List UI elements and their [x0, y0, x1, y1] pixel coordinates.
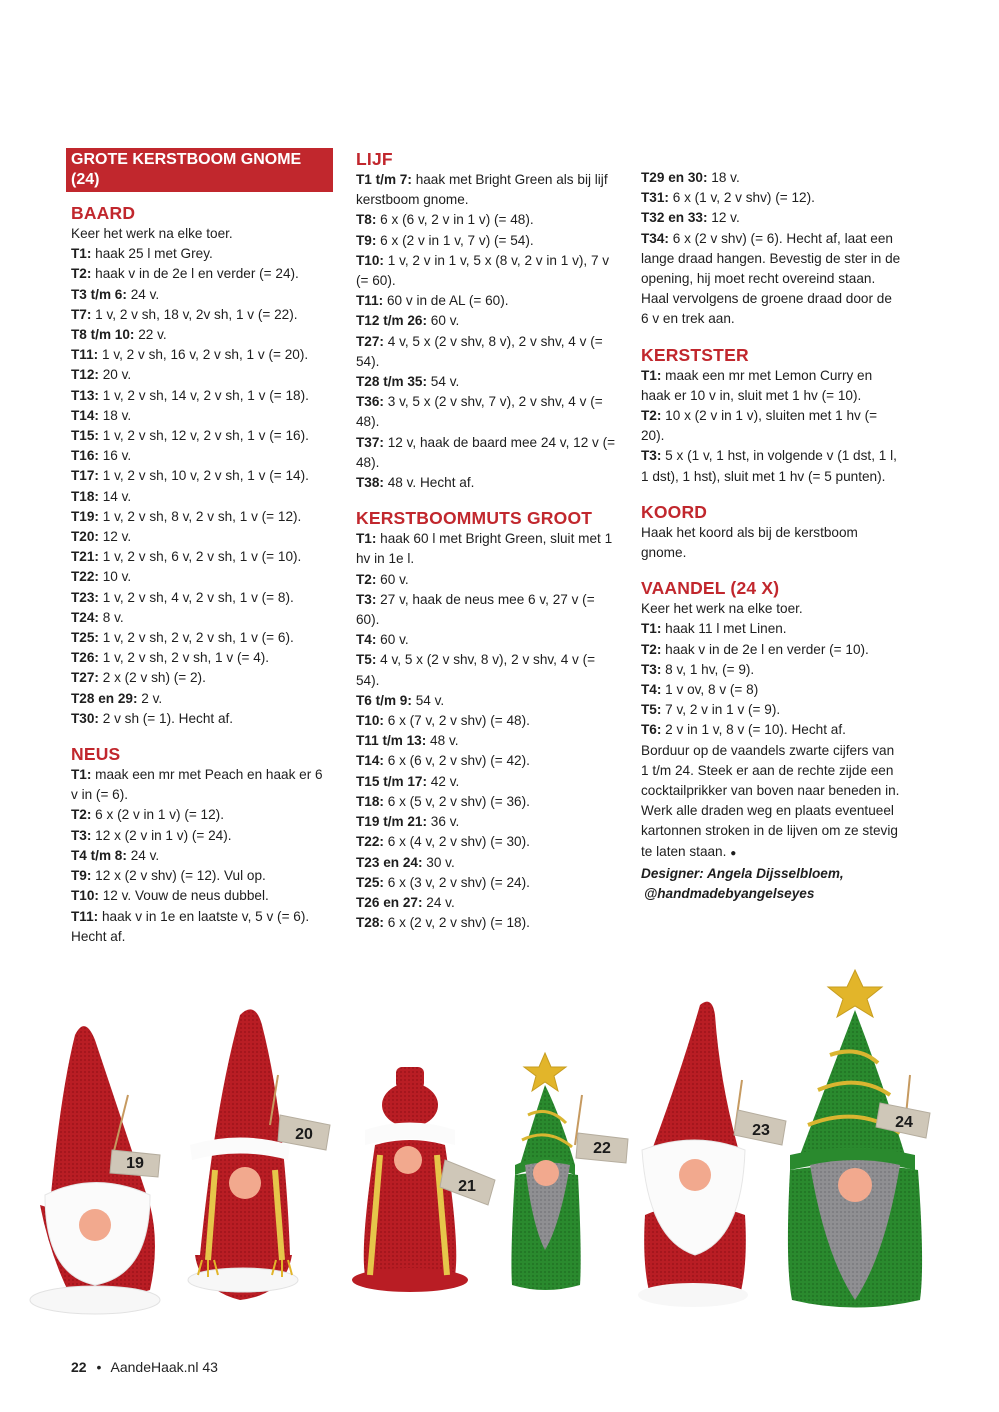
- row-label: T2:: [641, 641, 662, 657]
- gnome-20: [188, 1009, 330, 1300]
- row-label: T25:: [71, 630, 99, 646]
- instruction-row: [356, 751, 618, 771]
- vaandel-section: [641, 577, 903, 904]
- row-label: T1 t/m 7:: [356, 172, 412, 187]
- instruction-row: [641, 640, 903, 660]
- row-text: 30 v.: [426, 854, 455, 870]
- row-text: 12 x (2 v shv) (= 12). Vul op.: [95, 868, 266, 884]
- instruction-row: [71, 446, 333, 466]
- row-text: 48 v.: [430, 733, 459, 749]
- row-text: 4 v, 5 x (2 v shv, 8 v), 2 v shv, 4 v (= 54).: [356, 652, 596, 688]
- row-text: 6 x (2 v in 1 v) (= 12).: [95, 807, 224, 823]
- footer-separator: •: [96, 1359, 102, 1375]
- row-label: T9:: [71, 868, 92, 884]
- instruction-row: [356, 332, 618, 372]
- gnome-22: [511, 1053, 628, 1290]
- instruction-row: [71, 907, 333, 947]
- instruction-row: [71, 264, 333, 284]
- row-text: maak een mr met Peach en haak er 6 v in (= 6).: [71, 767, 323, 803]
- instruction-row: [71, 325, 333, 345]
- instruction-row: [71, 466, 333, 486]
- instruction-row: [71, 689, 333, 709]
- instruction-row: [356, 792, 618, 812]
- vaandel-closing-text: Borduur op de vaandels zwarte cijfers van 1 t/m 24. Steek er aan de rechte zijde een cocktailprikker van boven naar beneden in. Werk alle draden weg en plaats eventueel kartonnen stroken in de lijven om ze stevig te laten staan.: [641, 742, 900, 859]
- row-label: T12:: [71, 367, 99, 383]
- instruction-row: [356, 832, 618, 852]
- flag-21: 21: [458, 1178, 476, 1195]
- koord-heading: KOORD: [641, 501, 708, 522]
- row-text: 12 v.: [102, 529, 132, 545]
- row-text: 60 v.: [430, 313, 460, 329]
- instruction-row: [641, 366, 903, 406]
- instruction-row: [641, 406, 903, 446]
- row-text: 1 v, 2 v sh, 8 v, 2 v sh, 1 v (= 12).: [102, 508, 302, 524]
- instruction-row: [71, 628, 333, 648]
- row-text: 14 v.: [102, 488, 132, 504]
- row-label: T7:: [71, 306, 92, 322]
- instruction-row: [356, 170, 618, 210]
- baard-section: [71, 202, 333, 729]
- row-text: 1 v, 2 v sh, 12 v, 2 v sh, 1 v (= 16).: [102, 428, 309, 444]
- instruction-row: [641, 680, 903, 700]
- instruction-row: [71, 886, 333, 906]
- instruction-row: [71, 608, 333, 628]
- row-label: T3:: [71, 827, 92, 843]
- muts-continued: [641, 168, 903, 330]
- row-text: 8 v, 1 hv, (= 9).: [665, 661, 755, 677]
- row-text: 1 v, 2 v in 1 v, 5 x (8 v, 2 v in 1 v), 7 v (= 60).: [356, 252, 610, 289]
- instruction-row: [71, 507, 333, 527]
- neus-rows: [71, 765, 333, 947]
- instruction-row: [356, 392, 618, 432]
- row-text: 18 v.: [102, 407, 132, 423]
- row-label: T22:: [356, 834, 384, 850]
- row-text: 1 v, 2 v sh, 2 v, 2 v sh, 1 v (= 6).: [102, 630, 294, 646]
- instruction-row: [356, 231, 618, 251]
- instruction-row: [356, 291, 618, 311]
- row-text: 1 v, 2 v sh, 18 v, 2v sh, 1 v (= 22).: [95, 306, 298, 322]
- kerstster-rows: [641, 366, 903, 487]
- row-text: 1 v, 2 v sh, 10 v, 2 v sh, 1 v (= 14).: [102, 468, 309, 484]
- designer-credit: Designer: Angela Dijsselbloem,: [641, 865, 844, 881]
- row-label: T14:: [356, 753, 384, 769]
- instruction-row: [71, 709, 333, 729]
- instruction-row: [641, 188, 903, 208]
- row-text: 12 v, haak de baard mee 24 v, 12 v (= 48).: [356, 434, 616, 470]
- instruction-row: [71, 386, 333, 406]
- column-2: [356, 148, 618, 933]
- gnome-19: [30, 1026, 160, 1314]
- instruction-row: [71, 588, 333, 608]
- row-label: T4:: [356, 632, 377, 648]
- instruction-row: [356, 372, 618, 392]
- row-text: 6 x (1 v, 2 v shv) (= 12).: [672, 190, 815, 206]
- vaandel-intro: [641, 599, 903, 619]
- flag-23: 23: [752, 1122, 770, 1139]
- row-text: 6 x (6 v, 2 v in 1 v) (= 48).: [380, 212, 534, 228]
- instruction-row: [356, 853, 618, 873]
- instruction-row: [71, 487, 333, 507]
- title-section: [71, 148, 333, 192]
- row-text: 24 v.: [130, 847, 160, 863]
- row-label: T4 t/m 8:: [71, 847, 127, 863]
- row-label: T2:: [641, 408, 662, 424]
- row-label: T3:: [641, 661, 662, 677]
- row-text: 12 v.: [711, 210, 740, 226]
- row-text: 54 v.: [415, 692, 445, 708]
- instruction-row: [71, 305, 333, 325]
- flag-24: 24: [895, 1114, 913, 1131]
- row-label: T11 t/m 13:: [356, 733, 427, 749]
- gnome-21: [352, 1067, 495, 1292]
- flag-22: 22: [593, 1140, 611, 1157]
- muts-rows: [356, 529, 618, 933]
- row-label: T1:: [71, 246, 92, 262]
- row-text: 1 v, 2 v sh, 16 v, 2 v sh, 1 v (= 20).: [101, 347, 309, 363]
- row-text: 5 x (1 v, 1 hst, in volgende v (1 dst, 1 l, 1 dst), 1 hst), sluit met 1 hv (= 5 punten).: [641, 448, 897, 484]
- row-text: 1 v, 2 v sh, 14 v, 2 v sh, 1 v (= 18).: [102, 387, 309, 403]
- instruction-row: [71, 244, 333, 264]
- kerstster-heading: KERSTSTER: [641, 344, 749, 365]
- instruction-row: [641, 660, 903, 680]
- instruction-row: [71, 567, 333, 587]
- instruction-row: [356, 650, 618, 690]
- row-text: 18 v.: [711, 170, 740, 185]
- instruction-row: [356, 433, 618, 473]
- row-text: 60 v.: [380, 632, 409, 648]
- row-label: T29 en 30:: [641, 170, 708, 185]
- row-label: T1:: [356, 531, 377, 547]
- instruction-row: [641, 208, 903, 228]
- vaandel-closing: [641, 741, 903, 864]
- row-label: T17:: [71, 468, 99, 484]
- row-text: 54 v.: [430, 374, 460, 390]
- neus-section: [71, 743, 333, 947]
- instruction-row: [356, 210, 618, 230]
- instruction-row: [71, 648, 333, 668]
- row-text: 42 v.: [430, 773, 460, 789]
- row-label: T10:: [356, 713, 384, 729]
- row-text: haak v in de 2e l en verder (= 24).: [95, 266, 299, 282]
- row-label: T26 en 27:: [356, 894, 423, 910]
- vaandel-rows: [641, 619, 903, 740]
- row-text: haak v in de 2e l en verder (= 10).: [665, 641, 869, 657]
- row-text: 7 v, 2 v in 1 v (= 9).: [665, 702, 781, 718]
- row-label: T3:: [641, 448, 662, 464]
- instruction-row: [356, 630, 618, 650]
- page-footer: [71, 1359, 218, 1375]
- row-label: T19 t/m 21:: [356, 814, 428, 830]
- lijf-section: [356, 148, 618, 493]
- row-label: T12 t/m 26:: [356, 313, 428, 329]
- row-label: T11:: [71, 908, 99, 924]
- row-label: T8:: [356, 212, 377, 228]
- row-label: T34:: [641, 230, 669, 246]
- designer-handle: @handmadebyangelseyes: [644, 886, 815, 902]
- row-text: 12 v. Vouw de neus dubbel.: [102, 888, 269, 904]
- flag-20: 20: [295, 1126, 313, 1143]
- row-text: 8 v.: [102, 609, 124, 625]
- row-label: T2:: [71, 266, 92, 282]
- instruction-row: [71, 668, 333, 688]
- row-label: T3 t/m 6:: [71, 286, 127, 302]
- row-text: 24 v.: [130, 286, 160, 302]
- row-text: 22 v.: [138, 327, 167, 343]
- row-label: T10:: [356, 252, 384, 268]
- pattern-title-banner: GROTE KERSTBOOM GNOME (24): [66, 148, 333, 192]
- row-text: 60 v in de AL (= 60).: [386, 293, 509, 309]
- instruction-row: [356, 590, 618, 630]
- instruction-row: [356, 711, 618, 731]
- row-text: 4 v, 5 x (2 v shv, 8 v), 2 v shv, 4 v (= 54).: [356, 333, 603, 369]
- row-text: 27 v, haak de neus mee 6 v, 27 v (= 60).: [356, 591, 595, 628]
- instruction-row: [71, 527, 333, 547]
- instruction-row: [71, 826, 333, 846]
- koord-section: [641, 501, 903, 563]
- row-text: haak 11 l met Linen.: [665, 621, 787, 637]
- row-label: T27:: [356, 333, 384, 349]
- row-label: T28 en 29:: [71, 690, 138, 706]
- row-text: haak met Bright Green als bij lijf kerstboom gnome.: [356, 172, 608, 208]
- gnome-24: [788, 970, 930, 1308]
- instruction-row: [641, 168, 903, 188]
- row-label: T4:: [641, 682, 662, 698]
- row-label: T28:: [356, 915, 384, 931]
- instruction-row: [641, 229, 903, 330]
- row-label: T6:: [641, 722, 662, 738]
- row-label: T23:: [71, 589, 99, 605]
- row-text: 2 v in 1 v, 8 v (= 10). Hecht af.: [665, 722, 846, 738]
- row-text: 48 v. Hecht af.: [387, 475, 475, 491]
- instruction-row: [356, 473, 618, 493]
- row-text: 10 v.: [102, 569, 132, 585]
- row-label: T27:: [71, 670, 99, 686]
- muts-section: [356, 507, 618, 933]
- instruction-row: [71, 805, 333, 825]
- row-label: T22:: [71, 569, 99, 585]
- instruction-row: [356, 812, 618, 832]
- row-label: T31:: [641, 190, 669, 206]
- instruction-row: [356, 251, 618, 291]
- row-label: T11:: [71, 347, 99, 363]
- row-text: 24 v.: [426, 894, 455, 910]
- row-text: 1 v, 2 v sh, 2 v sh, 1 v (= 4).: [102, 650, 270, 666]
- kerstster-section: [641, 344, 903, 487]
- row-label: T26:: [71, 650, 99, 666]
- instruction-row: [641, 700, 903, 720]
- row-text: 6 x (3 v, 2 v shv) (= 24).: [387, 874, 530, 890]
- instruction-row: [641, 619, 903, 639]
- row-label: T8 t/m 10:: [71, 327, 135, 343]
- baard-rows: [71, 244, 333, 729]
- row-label: T37:: [356, 434, 384, 450]
- muts-cont-rows: [641, 168, 903, 330]
- row-text: 1 v, 2 v sh, 6 v, 2 v sh, 1 v (= 10).: [102, 549, 302, 565]
- flag-19: 19: [126, 1155, 144, 1172]
- row-label: T1:: [641, 621, 662, 637]
- muts-heading: KERSTBOOMMUTS GROOT: [356, 508, 593, 529]
- row-label: T32 en 33:: [641, 210, 708, 226]
- row-text: 6 x (2 v, 2 v shv) (= 18).: [387, 915, 530, 931]
- instruction-row: [71, 547, 333, 567]
- row-text: 36 v.: [430, 814, 460, 830]
- row-label: T2:: [356, 571, 377, 587]
- row-label: T10:: [71, 888, 99, 904]
- row-label: T5:: [641, 702, 662, 718]
- lijf-heading: LIJF: [356, 149, 393, 169]
- row-label: T3:: [356, 591, 377, 607]
- instruction-row: [71, 406, 333, 426]
- row-text: 2 v sh (= 1). Hecht af.: [102, 710, 234, 726]
- instruction-row: [356, 691, 618, 711]
- row-label: T18:: [356, 793, 384, 809]
- end-bullet: ●: [730, 847, 737, 859]
- row-label: T23 en 24:: [356, 854, 423, 870]
- instruction-row: [641, 720, 903, 740]
- row-text: 16 v.: [102, 448, 132, 464]
- koord-text: Haak het koord als bij de kerstboom gnome.: [641, 524, 858, 561]
- neus-heading: NEUS: [71, 744, 121, 765]
- row-text: 6 x (2 v shv) (= 6). Hecht af, laat een lange draad hangen. Bevestig de ster in de opening, hij moet recht overeind staan. Haal vervolgens de groene draad door de 6 v en trek aan.: [641, 230, 901, 327]
- row-label: T14:: [71, 407, 99, 423]
- instruction-row: [356, 772, 618, 792]
- row-text: 6 x (2 v in 1 v, 7 v) (= 54).: [380, 232, 534, 248]
- magazine-name: AandeHaak.nl 43: [110, 1359, 218, 1375]
- gnome-23: [638, 1002, 786, 1307]
- row-label: T25:: [356, 874, 384, 890]
- row-label: T2:: [71, 807, 92, 823]
- page-number: 22: [71, 1359, 87, 1375]
- row-text: 12 x (2 v in 1 v) (= 24).: [95, 827, 232, 843]
- gnomes-photo: [0, 955, 999, 1335]
- vaandel-heading: VAANDEL (24 X): [641, 578, 780, 599]
- row-text: 2 v.: [141, 690, 163, 706]
- instruction-row: [71, 426, 333, 446]
- row-label: T11:: [356, 293, 384, 309]
- row-label: T15 t/m 17:: [356, 773, 428, 789]
- row-label: T1:: [71, 767, 92, 783]
- instruction-row: [356, 873, 618, 893]
- row-text: 6 x (5 v, 2 v shv) (= 36).: [387, 793, 530, 809]
- row-label: T19:: [71, 508, 99, 524]
- instruction-row: [71, 365, 333, 385]
- instruction-row: [71, 285, 333, 305]
- row-text: 10 x (2 v in 1 v), sluiten met 1 hv (= 20).: [641, 408, 878, 444]
- instruction-row: [356, 570, 618, 590]
- row-label: T38:: [356, 475, 384, 491]
- row-text: maak een mr met Lemon Curry en haak er 10 v in, sluit met 1 hv (= 10).: [641, 367, 873, 403]
- instruction-row: [356, 731, 618, 751]
- row-label: T24:: [71, 609, 99, 625]
- row-text: 6 x (6 v, 2 v shv) (= 42).: [387, 753, 530, 769]
- row-label: T6 t/m 9:: [356, 692, 412, 708]
- instruction-row: [71, 765, 333, 805]
- instruction-row: [641, 446, 903, 486]
- instruction-row: [71, 866, 333, 886]
- row-label: T9:: [356, 232, 377, 248]
- row-text: 1 v ov, 8 v (= 8): [665, 682, 759, 698]
- row-label: T20:: [71, 529, 99, 545]
- row-label: T36:: [356, 394, 384, 410]
- row-label: T16:: [71, 448, 99, 464]
- instruction-row: [356, 893, 618, 913]
- row-text: 3 v, 5 x (2 v shv, 7 v), 2 v shv, 4 v (= 48).: [356, 394, 603, 430]
- column-1: [71, 148, 333, 947]
- row-text: 6 x (4 v, 2 v shv) (= 30).: [387, 834, 530, 850]
- baard-heading: BAARD: [71, 203, 136, 223]
- row-text: 6 x (7 v, 2 v shv) (= 48).: [387, 713, 530, 729]
- instruction-row: [356, 913, 618, 933]
- row-label: T21:: [71, 549, 99, 565]
- row-label: T13:: [71, 387, 99, 403]
- row-text: 60 v.: [380, 571, 409, 587]
- instruction-row: [71, 846, 333, 866]
- instruction-row: [356, 311, 618, 331]
- row-label: T5:: [356, 652, 377, 668]
- row-label: T30:: [71, 710, 99, 726]
- row-text: haak v in 1e en laatste v, 5 v (= 6). Hecht af.: [71, 908, 310, 944]
- row-label: T15:: [71, 428, 99, 444]
- instruction-row: [356, 529, 618, 569]
- baard-intro: Keer het werk na elke toer.: [71, 226, 233, 241]
- row-label: T18:: [71, 488, 99, 504]
- instruction-row: [71, 345, 333, 365]
- row-text: haak 60 l met Bright Green, sluit met 1 hv in 1e l.: [356, 531, 613, 567]
- vaandel-intro-text: Keer het werk na elke toer.: [641, 601, 803, 617]
- lijf-rows: [356, 170, 618, 493]
- row-text: 2 x (2 v sh) (= 2).: [102, 670, 206, 686]
- row-label: T1:: [641, 367, 662, 383]
- column-3: [641, 168, 903, 904]
- row-label: T28 t/m 35:: [356, 374, 428, 390]
- row-text: 1 v, 2 v sh, 4 v, 2 v sh, 1 v (= 8).: [102, 589, 294, 605]
- row-text: 20 v.: [102, 367, 132, 383]
- row-text: haak 25 l met Grey.: [95, 246, 213, 262]
